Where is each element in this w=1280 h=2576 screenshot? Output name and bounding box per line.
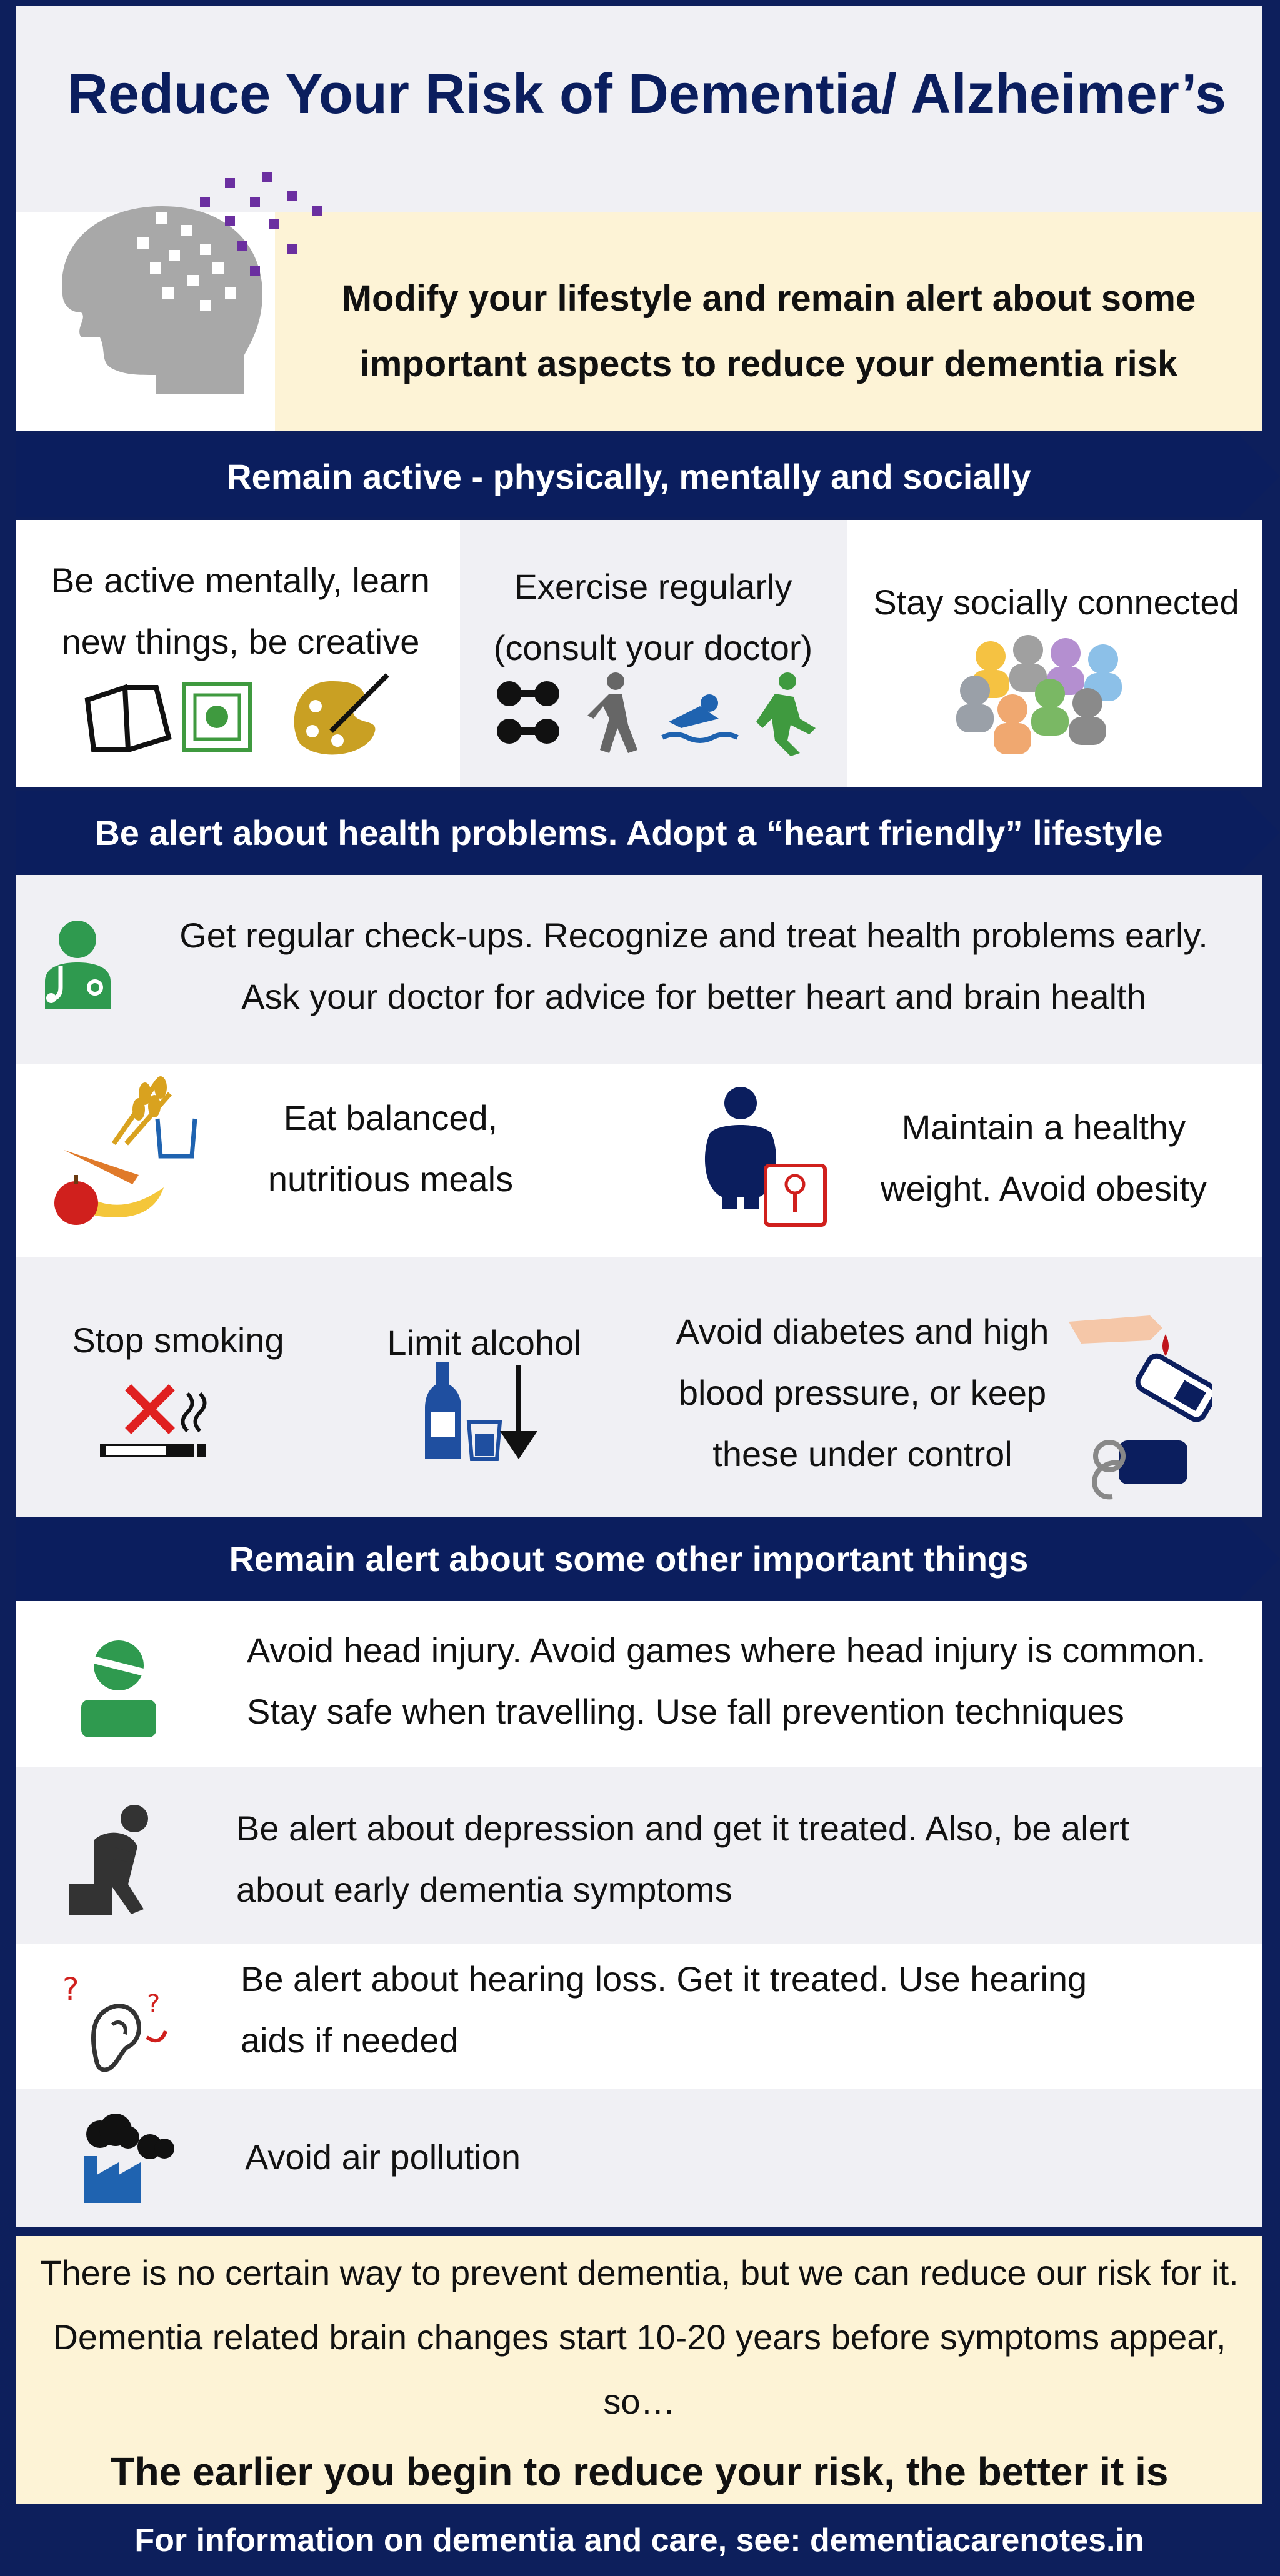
head-injury-line-1: Avoid head injury. Avoid games where head injury is common. bbox=[247, 1630, 1206, 1670]
exercise-line-2: (consult your doctor) bbox=[493, 628, 813, 667]
page-title: Reduce Your Risk of Dementia/ Alzheimer’s bbox=[68, 63, 1226, 126]
checkups-line-2: Ask your doctor for advice for better heart and brain health bbox=[241, 977, 1146, 1016]
swimming-icon bbox=[662, 694, 738, 741]
checkups-line-1: Get regular check-ups. Recognize and treat health problems early. bbox=[179, 916, 1208, 955]
obesity-scale-icon bbox=[694, 1084, 831, 1228]
doctor-icon bbox=[39, 916, 117, 1009]
active-banner bbox=[16, 435, 1241, 517]
hearing-line-2: aids if needed bbox=[241, 2020, 459, 2060]
health-banner-text: Be alert about health problems. Adopt a “heart friendly” lifestyle bbox=[94, 812, 1163, 852]
walking-icon bbox=[588, 672, 638, 753]
head-injury-line-2: Stay safe when travelling. Use fall prevention techniques bbox=[247, 1692, 1124, 1731]
other-banner-arrow bbox=[1239, 1517, 1280, 1600]
depressed-person-icon bbox=[69, 1803, 162, 1915]
alcohol-text: Limit alcohol bbox=[387, 1323, 582, 1362]
weight-text: Maintain a healthy weight. Avoid obesity bbox=[881, 1107, 1207, 1208]
glucose-meter-icon bbox=[1135, 1353, 1212, 1423]
health-banner-arrow bbox=[1239, 791, 1280, 874]
social-text: Stay socially connected bbox=[873, 582, 1239, 622]
mental-activity-text: Be active mentally, learn new things, be creative bbox=[51, 561, 430, 661]
exercise-line-1: Exercise regularly bbox=[514, 567, 792, 606]
intro-text: Modify your lifestyle and remain alert about some important aspects to reduce your dementia risk bbox=[341, 278, 1196, 384]
pollution-text: Avoid air pollution bbox=[245, 2137, 521, 2177]
active-banner-arrow bbox=[1239, 435, 1280, 517]
svg-text:?: ? bbox=[147, 1990, 161, 2019]
running-icon bbox=[756, 672, 816, 756]
no-smoking-icon bbox=[100, 1381, 212, 1462]
hearing-ear-icon bbox=[59, 1969, 178, 2081]
blood-pressure-icon bbox=[1094, 1440, 1188, 1497]
food-icon bbox=[45, 1069, 208, 1231]
book-icon bbox=[81, 681, 175, 756]
limit-alcohol-icon bbox=[425, 1362, 544, 1462]
footer-source: For information on dementia and care, see: dementiacarenotes.in bbox=[134, 2522, 1144, 2559]
head-bandage-icon bbox=[75, 1637, 162, 1737]
footer-note: There is no certain way to prevent dementia, but we can reduce our risk for it. Dementia related brain changes start 10-20 years before symptoms appear, so… bbox=[40, 2253, 1239, 2421]
puzzle-board-icon bbox=[181, 681, 253, 753]
meals-text: Eat balanced, nutritious meals bbox=[268, 1098, 514, 1199]
depression-line-2: about early dementia symptoms bbox=[236, 1870, 732, 1909]
other-banner-text: Remain alert about some other important things bbox=[229, 1539, 1029, 1579]
diabetes-text: Avoid diabetes and high blood pressure, or keep these under control bbox=[676, 1312, 1049, 1474]
health-banner bbox=[16, 791, 1241, 874]
blood-test-icon bbox=[1062, 1303, 1212, 1503]
svg-text:?: ? bbox=[62, 1971, 79, 2007]
exercise-icons bbox=[494, 669, 819, 756]
paint-palette-icon bbox=[281, 669, 394, 762]
depression-line-1: Be alert about depression and get it treated. Also, be alert bbox=[236, 1809, 1129, 1848]
active-banner-text: Remain active - physically, mentally and socially bbox=[226, 456, 1031, 496]
footer-emphasis: The earlier you begin to reduce your risk, the better it is bbox=[110, 2449, 1169, 2494]
dumbbell-icon bbox=[497, 681, 559, 744]
hearing-line-1: Be alert about hearing loss. Get it treated. Use hearing bbox=[241, 1959, 1088, 1999]
people-group-icon bbox=[950, 631, 1131, 762]
factory-pollution-icon bbox=[78, 2112, 178, 2203]
other-banner bbox=[16, 1517, 1241, 1600]
smoking-text: Stop smoking bbox=[72, 1320, 284, 1360]
